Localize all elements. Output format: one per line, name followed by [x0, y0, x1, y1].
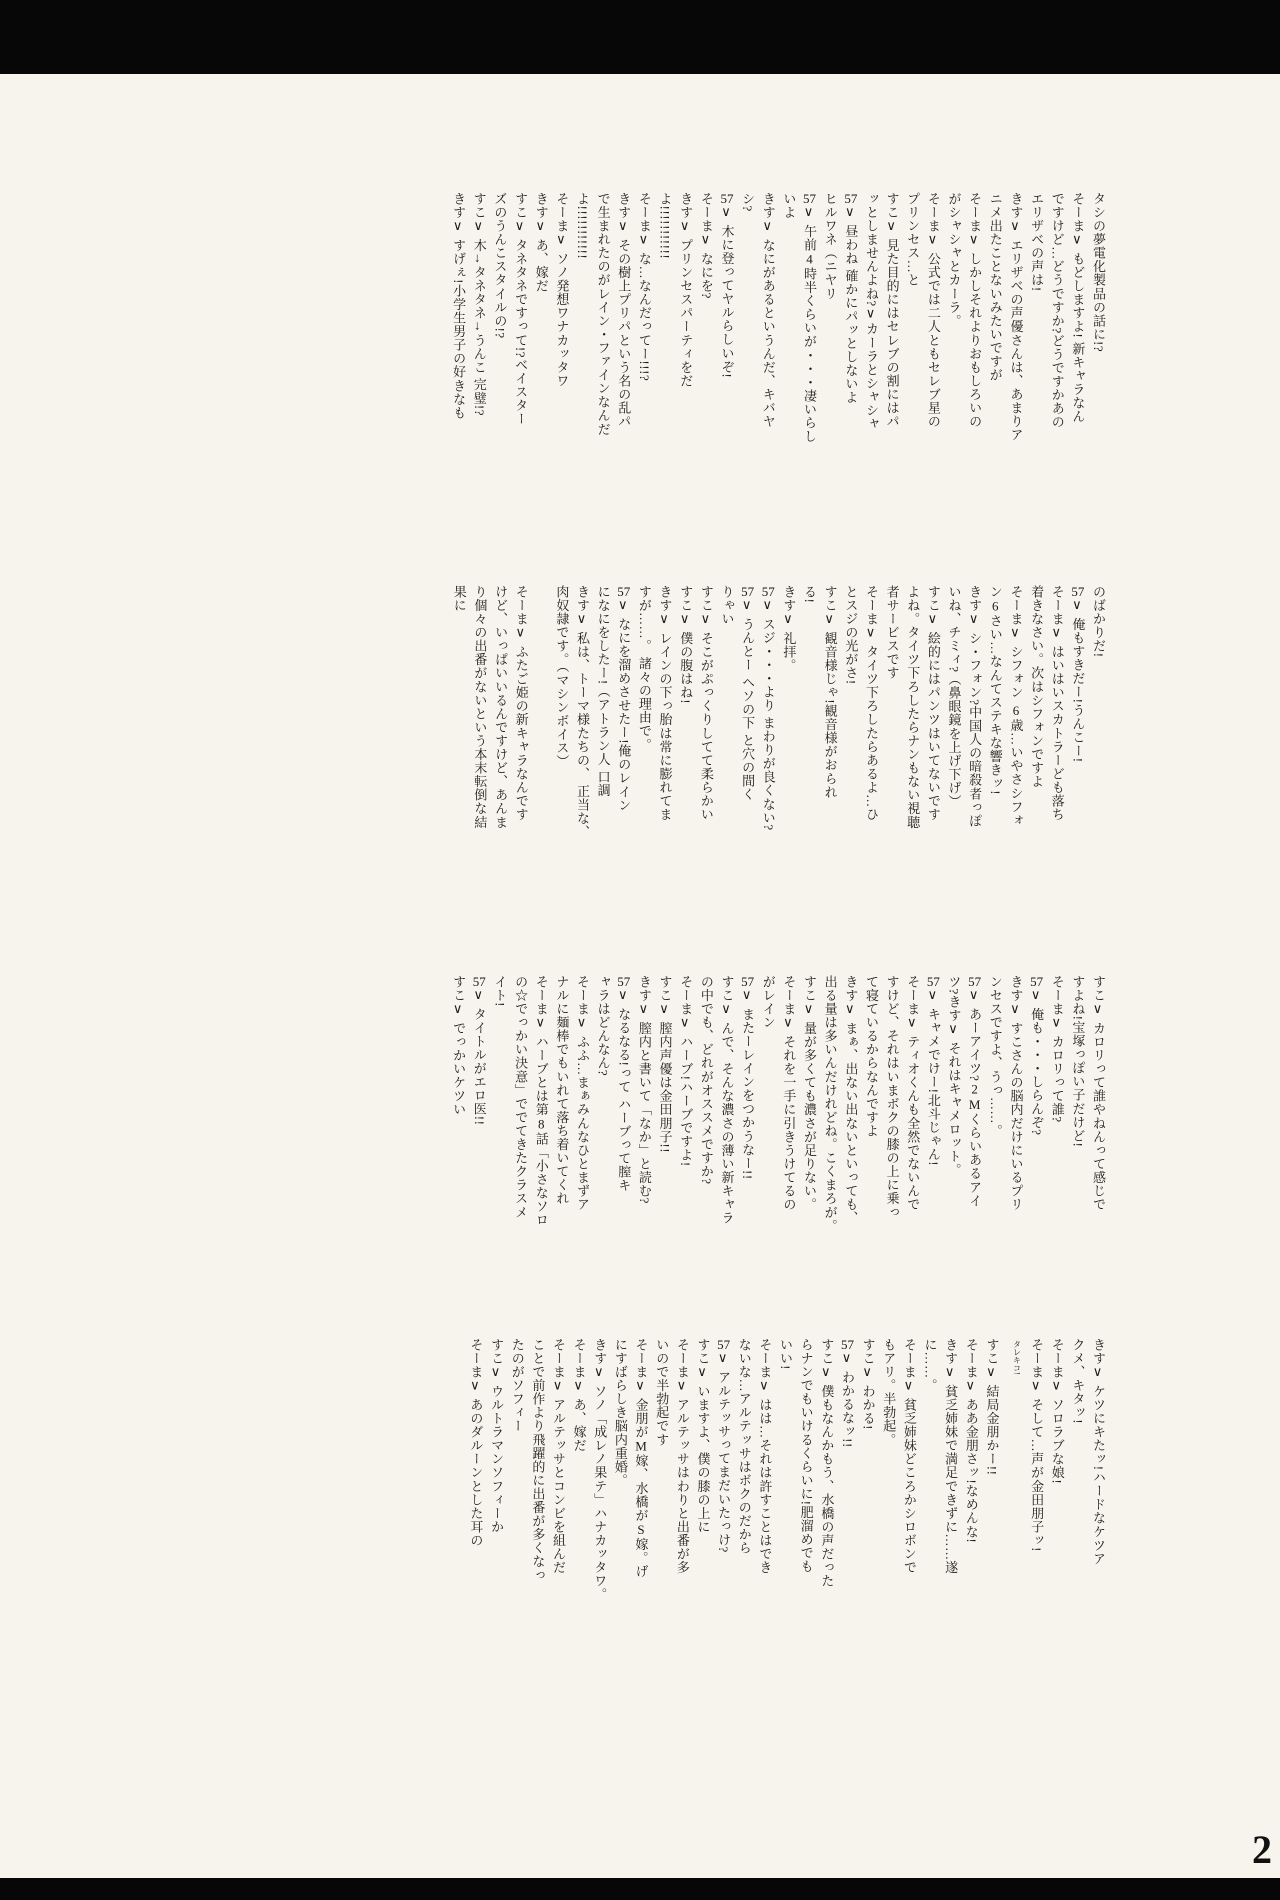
text-column: る!: [802, 585, 818, 604]
text-column: ン6さい…なんてステキな響きッ!: [987, 585, 1003, 796]
text-column: すこ∨ ウルトラマンソフィーか: [489, 1338, 505, 1534]
text-column: 57∨ 俺もすきだー!うんこー!: [1070, 585, 1086, 763]
text-column: イト!: [492, 975, 508, 1007]
text-column: そーま∨ 貧乏姉妹どころかシロボンで: [901, 1338, 917, 1575]
text-column: ャラはどんなん?: [595, 975, 611, 1077]
text-column: に……。: [922, 1338, 938, 1393]
text-column: きす∨ ソノ「成レノ果テ」ハナカッタワ。: [592, 1338, 608, 1602]
text-column: で生まれたのがレイン・ファインなんだ: [595, 192, 611, 436]
text-column: そーま∨ ハーブとは第8話「小さなソロ: [533, 975, 549, 1227]
text-column: そーま∨ な…なんだってー!!!?: [636, 192, 652, 382]
text-column: そーま∨ はいはいスカトラーども落ち: [1049, 585, 1065, 822]
text-column: すこ∨ 結局金朋かー!!: [984, 1338, 1000, 1476]
text-column: がレイン: [760, 975, 776, 1030]
text-column: そーま∨ アルテッサはわりと出番が多: [674, 1338, 690, 1575]
text-column: きす∨ すげぇ!小学生男子の好きなも: [451, 192, 467, 420]
text-column: すこ∨ 僕もなんかもう、水橋の声だった: [819, 1338, 835, 1588]
text-column: そーま∨ ハーブ!ハーブですよ!: [678, 975, 694, 1167]
text-column: 57∨ 俺も・・・しらんぞ?: [1029, 975, 1045, 1136]
text-column: ッとしませんよね?∨カーラとシャシャ: [863, 192, 879, 431]
text-column: そーま∨ タイツ下ろしたらあるよ…ひ: [863, 585, 879, 822]
text-column: ないな…アルテッサはボクのだから: [736, 1338, 752, 1555]
text-column: すこ∨ 量が多くても濃さが足りない。: [802, 975, 818, 1212]
text-column: すこ∨ 絵的にはパンツはいてないです: [925, 585, 941, 822]
text-column: 57∨ アルテッサってまだいたっけ?: [716, 1338, 732, 1553]
text-column: ことで前作より飛躍的に出番が多くなっ: [530, 1338, 546, 1582]
text-column: そーま∨ あのダルーンとした耳の: [468, 1338, 484, 1548]
text-column: そーま∨ ティオくんも全然でないんで: [905, 975, 921, 1212]
freetalk-band-3: [445, 975, 1113, 1347]
text-column: ですけど…どうですか?どうですかあの: [1049, 192, 1065, 429]
text-column: 57∨ 木に登ってヤルらしいぞ!: [719, 192, 735, 379]
text-column: そーま∨ もどしますよ! 新キャラなん: [1070, 192, 1086, 424]
text-column: 57∨ あーアイツ?2Mくらいあるアイ: [967, 975, 983, 1208]
text-column: 57∨ なるなる!って ハーブって膣キ: [616, 975, 632, 1193]
text-column: すこ∨ 観音様じゃ!観音様がおられ: [822, 585, 838, 799]
text-column: すこ∨ 見た目的にはセレブの割にはパ: [884, 192, 900, 429]
text-column: ンセスですよ、うっ……。: [987, 975, 1003, 1138]
text-column: すよね!宝塚っぽい子だけど!: [1070, 975, 1086, 1148]
text-column: すこ∨ 木→タネタネ→うんこ 完璧!?: [471, 192, 487, 417]
text-column: のばかりだ!: [1091, 585, 1106, 658]
text-column: エリザベの声は!: [1029, 192, 1045, 292]
text-column: そーま∨ そして…声が金田朋子ッ!: [1029, 1338, 1045, 1552]
text-column: きす∨ あ、嫁だ: [533, 192, 549, 293]
text-column: ヒルワネ（ニヤリ: [822, 192, 838, 301]
freetalk-band-2: [445, 585, 1112, 957]
text-column: 57∨ スジ・・・より まわりが良くない?: [760, 585, 776, 831]
text-column: そーま∨ ああ金朋さッ!なめんな!: [963, 1338, 979, 1544]
text-column: よ!!!!!!!!!!!: [657, 192, 673, 260]
text-column: そーま∨ カロリって誰?: [1049, 975, 1065, 1123]
text-column: すこ∨ 僕の腹はね!: [678, 585, 694, 705]
text-column: きす∨ レインの下っ胎は常に膨れてま: [657, 585, 673, 822]
text-column: がシャシャとカーラ。: [946, 192, 962, 328]
text-column: いので半勃起です: [654, 1338, 670, 1447]
text-column: きす∨ 貧乏姉妹で満足できずに……遂: [943, 1338, 959, 1575]
text-column: の中でも、どれがオススメですか?: [698, 975, 714, 1185]
text-column: いね、チミィ?（鼻眼鏡を上げ下げ）: [946, 585, 962, 809]
text-column: きす∨ エリザベの声優さんは、あまりア: [1008, 192, 1024, 442]
text-column: タレキコ!: [1012, 1340, 1022, 1375]
text-column: 57∨ タイトルがエロ医!!: [471, 975, 487, 1126]
text-column: いよ: [781, 192, 797, 220]
text-column: そーま∨ ふふ…まぁみんなひとまずア: [574, 975, 590, 1212]
text-column: 57∨ 午前4時半くらいが・・・凄いらし: [802, 192, 818, 444]
text-column: もアリ。半勃起。: [881, 1338, 897, 1447]
freetalk-band-1: [445, 192, 1113, 564]
text-column: すこ∨ 膣内声優は金田朋子!!: [657, 975, 673, 1154]
text-column: そーま∨ なにを?: [698, 192, 714, 299]
text-column: すこ∨ カロリって誰やねんって感じで: [1091, 975, 1106, 1212]
text-column: そーま∨ 公式では二人ともセレブ星の: [925, 192, 941, 429]
text-column: すこ∨ でっかいケツい: [451, 975, 467, 1117]
text-column: ズのうんこスタイルの!?: [492, 192, 508, 339]
text-column: いい!: [778, 1338, 794, 1370]
text-column: [535, 585, 548, 957]
text-column: そーま∨ それを一手に引きうけてるの: [781, 975, 797, 1212]
text-column: そーま∨ しかしそれよりおもしろいの: [967, 192, 983, 429]
text-column: プリンセス…と: [905, 192, 921, 287]
text-column: きす∨ すこさんの脳内だけにいるプリ: [1008, 975, 1024, 1212]
text-column: 者サービスです: [884, 585, 900, 680]
text-column: そーま∨ あ、嫁だ: [571, 1338, 587, 1453]
text-column: とスジの光がさ!: [843, 585, 859, 685]
text-column: 肉奴隷です。（マシンボイス）: [554, 585, 570, 769]
text-column: シ?: [740, 192, 756, 212]
text-column: きす∨ プリンセスパーティをだ: [678, 192, 694, 388]
text-column: 57∨ キャメでけー!北斗じゃん!: [925, 975, 941, 1167]
text-column: そーま∨ アルテッサとコンビを組んだ: [550, 1338, 566, 1575]
text-column: ニメ出たことないみたいですが: [987, 192, 1003, 382]
text-column: て寝ているからなんですよ: [863, 975, 879, 1138]
text-column: らナンでもいけるくらいに!肥溜めでも: [798, 1338, 814, 1574]
text-column: そーま∨ ソノ発想ワナカッタワ: [554, 192, 570, 388]
text-column: すこ∨ そこがぷっくりしてて柔らかい: [698, 585, 714, 822]
text-column: きす∨ 私は、トーマ様たちの、 正当な、: [574, 585, 590, 839]
text-column: 出る量は多いんだけれどね。こくまろが。: [822, 975, 838, 1233]
text-column: そーま∨ 金朋がM嫁、水橋がS嫁。げ: [633, 1338, 649, 1579]
text-column: タシの夢電化製品の話に!?: [1091, 192, 1106, 353]
text-column: そーま∨ シフォン 6歳…いやさシフォ: [1008, 585, 1024, 827]
text-column: ナルに麺棒でもいれて落ち着いてくれ: [554, 975, 570, 1206]
text-column: りゃい: [719, 585, 735, 626]
text-column: クメ、キタッ!: [1070, 1338, 1086, 1425]
page-number: 2: [1252, 1827, 1272, 1872]
text-column: けど、いっぱいいるんですけど、あんま: [493, 585, 509, 829]
text-column: きす∨ まぁ、出ない出ないといっても、: [843, 975, 859, 1225]
text-column: にすばらしき脳内重婚。: [612, 1338, 628, 1488]
bottom-scan-bar: [0, 1878, 1280, 1900]
text-column: すこ∨ わかる!: [860, 1338, 876, 1431]
text-column: よ!!!!!!!!!!!: [574, 192, 590, 260]
text-column: すこ∨ タネタネですって!?ベイスター: [513, 192, 529, 426]
text-column: そーま∨ ソロラブな娘!: [1049, 1338, 1065, 1485]
text-column: 果に: [451, 585, 467, 613]
text-column: 着きなさい。次はシフォンですよ: [1029, 585, 1045, 789]
text-column: よね。タイツ下ろしたらナンもない視聴: [905, 585, 921, 829]
text-column: 57∨ 昼わね 確かにパッとしないよ: [843, 192, 859, 405]
text-column: の☆でっかい決意」ででてきたクラスメ: [513, 975, 529, 1219]
text-column: きす∨ 膣内と書いて「なか」と読む?: [636, 975, 652, 1204]
text-column: たのがソフィー: [509, 1338, 525, 1433]
text-column: 57∨ わかるなッ!!: [839, 1338, 855, 1448]
text-column: になにをしたー!（アトラン人 口調: [595, 585, 611, 797]
text-column: 57∨ うんとー ヘソの下 と穴の間く: [740, 585, 756, 802]
text-column: すこ∨ んで、そんな濃さの薄い新キャラ: [719, 975, 735, 1225]
freetalk-band-4: [462, 1338, 1112, 1706]
text-column: きす∨ その樹上プリパという名の乱パ: [616, 192, 632, 429]
text-column: きす∨ ケツにキたッ!ハードなケツア: [1091, 1338, 1106, 1566]
top-scan-bar: [0, 0, 1280, 74]
text-column: きす∨ 礼拝。: [781, 585, 797, 673]
text-column: り個々の出番がないという本末転倒な結: [472, 585, 488, 829]
text-column: ツ?きす∨ それはキャメロット。: [946, 975, 962, 1177]
text-column: すけど、それはいまボクの膝の上に乗っ: [884, 975, 900, 1219]
text-column: そーま∨ はは…それは許すことはでき: [757, 1338, 773, 1575]
text-column: きす∨ なにがあるというんだ、キバヤ: [760, 192, 776, 429]
text-column: そーま∨ ふたご姫の新キャラなんです: [513, 585, 529, 822]
text-column: きす∨ シ・フォン?中国人の暗殺者っぽ: [967, 585, 983, 828]
text-column: 57∨ なにを溜めさせたー!俺のレイン: [616, 585, 632, 812]
text-column: 57∨ またーレインをつかうなー!!: [740, 975, 756, 1180]
text-column: すこ∨ いますよ、僕の膝の上に: [695, 1338, 711, 1534]
text-column: すが……。 諸々の理由で。: [636, 585, 652, 752]
